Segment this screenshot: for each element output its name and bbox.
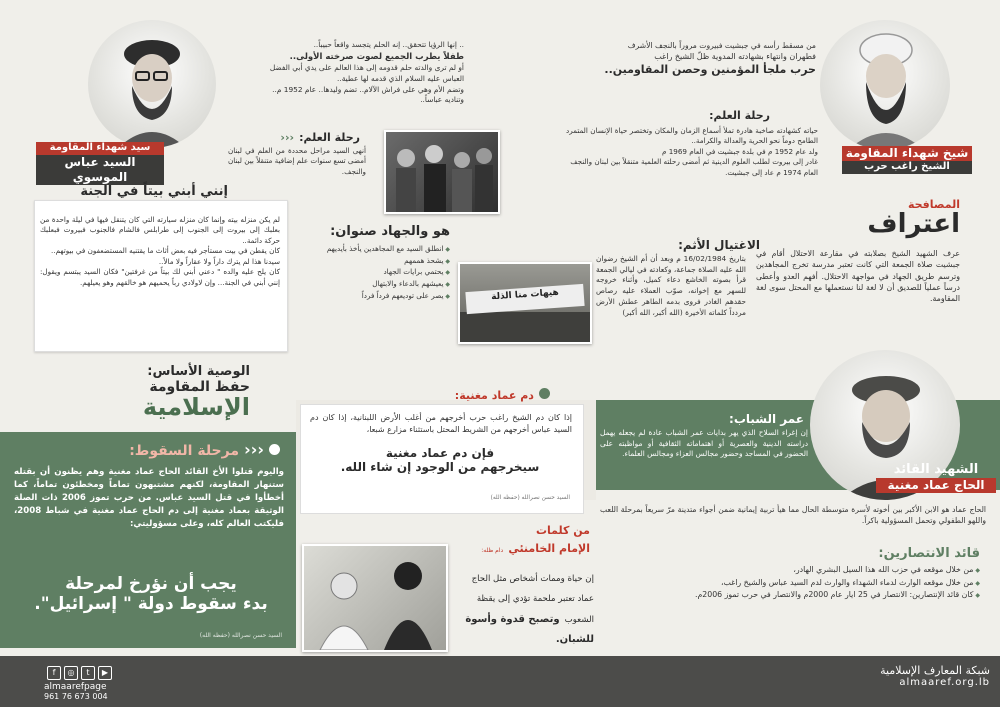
jihad-heading (300, 220, 450, 239)
quote-line: أو لم ترى والدته حلم قدومه إلى هذا العالم على يدي أبي الفضل (269, 63, 464, 73)
circle-bullet-icon (269, 444, 280, 455)
abbas-portrait (88, 20, 216, 148)
wasiya-heading (40, 364, 250, 419)
intro-line: من مسقط رأسه في جبشيت فبيروت مروراً بالنجف الأشرف (627, 41, 816, 50)
blood-quote-line1: فإن دم عماد مغنية (385, 446, 495, 460)
fall-slogan (14, 574, 288, 614)
abbas-quote (228, 40, 464, 106)
ragheb-learning-heading (640, 104, 770, 123)
ragheb-name-tag (836, 144, 978, 176)
paradise-para: كان يقطن في بيت مستأجر فيه بعض أثاث ما يقتنيه المستضعفون في بيوتهم.. (51, 246, 280, 256)
quote-line: وتناديه عباساً.. (420, 95, 464, 105)
jihad-item: ◆ يعيشهم بالدعاء والابتهال (290, 279, 450, 290)
protest-banner-text: هيهات منا الذلة (490, 287, 560, 303)
blood-text: إذا كان دم الشيخ راغب حرب أخرجهم من أغلب الأرض اللبنانية، إذا كان دم السيد عباس أخرجهم من الشريط المحتل باستثناء مزارع شبعا، (310, 413, 572, 434)
quote-line: العباس عليه السلام الذي قدمه لها عطية.. (337, 73, 464, 83)
fall-slogan-line2: بدء سقوط دولة " إسرائيل". (34, 594, 268, 614)
imad-bio: الحاج عماد هو الابن الأكبر بين أخوته لأسرة متوسطة الحال مما هيأ تربية إيمانية ضمن أجواء متدينة مرّ سريعاً بمرحلة اللعب واللهو الطفولي وتحمل المسؤولية باكراً. (600, 505, 986, 525)
assassination-title: الاغتيال الأثم: (678, 238, 760, 252)
victories-list (600, 564, 990, 602)
youth-title: عمر الشباب: (729, 412, 804, 426)
instagram-icon[interactable]: ◎ (64, 666, 78, 680)
victories-title: قائد الانتصارين: (878, 546, 980, 561)
confession-title: اعتراف (867, 209, 960, 239)
khamenei-photo-figures (304, 546, 446, 650)
imad-title: الشهيد القائد (893, 462, 979, 477)
wasiya-small: الوصية الأساس: (147, 364, 250, 379)
jihad-item: ◆ يشحذ هممهم (290, 256, 450, 267)
confession-heading (820, 198, 960, 237)
khamenei-text: إن حياة وممات أشخاص مثل الحاج عماد تعتبر ملحمة تؤدي إلى يقظة الشعوب (471, 574, 594, 625)
ragheb-portrait-sketch (820, 20, 950, 150)
ragheb-learning-line: ولد عام 1952 م في بلدة جبشيت في العام 1969 م (661, 146, 818, 156)
ragheb-learning-title: رحلة العلم: (709, 109, 770, 122)
jihad-title: هو والجهاد صنوان: (330, 224, 450, 239)
paradise-para: سيدنا هذا لم يترك داراً ولا عقاراً ولا مالاً.. (158, 256, 280, 266)
circle-bullet-icon (539, 388, 550, 399)
intro-line: فطهران وانتهاء بشهادته المدوية ظلّ الشيخ راغب (654, 52, 816, 61)
fall-source: السيد حسن نصرالله (حفظه الله) (199, 632, 282, 639)
jihad-item: ◆ يحتمي برايات الجهاد (290, 267, 450, 278)
footer-network (840, 664, 990, 688)
abbas-learning-heading (236, 126, 360, 145)
paradise-title: إنني أبني بيتاً في الجنة (80, 184, 228, 199)
chevrons-icon: ‹‹‹ (280, 131, 295, 144)
abbas-learning-text: أنهى السيد مراحل محددة من العلم في لبنان أمضى تسع سنوات علم إضافية متنقلاً بين لبنان والنجف. (228, 146, 366, 176)
wasiya-big2: الإسلامية (142, 393, 250, 421)
facebook-icon[interactable]: f (47, 666, 61, 680)
blood-source: السيد حسن نصرالله (حفظه الله) (490, 495, 570, 501)
khamenei-suffix: دام ظله: (481, 547, 504, 554)
victories-item: ◆ كان قائد الإنتصارين: الانتصار في 25 ايار عام 2000م والانتصار في حرب تموز 2006م. (600, 589, 980, 601)
assassination-text: بتاريخ 16/02/1984 م وبعد أن أم الشيخ رضوان الله عليه الصلاة جماعة، وكعادته في ليالي الجمعة قرأ بصوته الخاشع دعاء كميل، وأثناء خروجه للسهر مع إخوانه، صوّب العملاء عليه رصاص حقدهم الغادر فروى بدمه الطاهر عطش الأرض مردداً كلماته الأخيرة (الله أكبر، الله أكبر) (596, 254, 746, 317)
group-photo-figures (386, 132, 498, 212)
abbas-group-photo (384, 130, 500, 214)
fall-heading (60, 440, 280, 459)
confession-text: عرف الشهيد الشيخ بصلابته في مقارعة الاحتلال أقام في جبشيت صلاة الجمعة التي كانت تعتبر مدرسة تخرج المجاهدين وترسم طريق الجهاد في مواجهة الاحتلال. أفهم العدو وأعطى درساً عملياً للصديق أن لا لغة لنا نستعملها مع المحتل سوى لغة المقاومة. (756, 249, 960, 304)
blood-heading (330, 384, 550, 403)
chevrons-icon: ‹‹‹ (244, 440, 264, 459)
assassination-heading (600, 234, 760, 253)
victories-item: ◆ من خلال موقعه الوارث لدماء الشهداء والوارث لدم السيد عباس والشيخ راغب، (600, 577, 980, 589)
protest-banner-photo (458, 262, 592, 344)
khamenei-text-block (454, 566, 594, 647)
ragheb-name: الشيخ راغب حرب (842, 161, 972, 174)
paradise-para: لم يكن منزله بيته وإنما كان منزله سيارته التي كان يتنقل فيها في ليلة واحدة من بعلبك إلى بيروت إلى الجنوب إلى طرابلس فالشام فالجنوب فبيروت فبعلبك حركة دائمة.. (40, 215, 280, 245)
youth-text: إن إغراء السلاح الذي يهر بدايات عمر الشباب عادة لم يجعله يهمل دراسته الدينية والعصرية أو اهتماماته الثقافية أو مواظبته على الحضور في المساجد وحضور مجالس العزاء ومجالس العلماء. (600, 428, 808, 459)
green-panel-left (0, 432, 296, 648)
khamenei-title2: الإمام الخامنئي (508, 542, 590, 555)
social-handle[interactable]: almaarefpage (44, 682, 107, 692)
jihad-item: ◆ يصر على توديعهم فرداً فرداً (290, 291, 450, 302)
ragheb-learning-text (566, 126, 818, 178)
khamenei-heading (470, 524, 590, 556)
paradise-text (40, 215, 280, 288)
paradise-para: كان يلح عليه والده " دعني أبني لك بيتاً من غرفتين" فكان السيد يبتسم ويقول: إنني أبني في الجنة... وإن لاولادي رباً يحميهم هو خالقهم وهو يعيلهم. (40, 267, 280, 287)
victories-item: ◆ من خلال موقعه في حزب الله هذا السيل البشري الهادر، (600, 564, 980, 576)
imad-name-tag (870, 460, 1000, 495)
abbas-learning-title: رحلة العلم: (299, 131, 360, 144)
twitter-icon[interactable]: t (81, 666, 95, 680)
khamenei-bold: وتصبح قدوة وأسوة للشبان. (465, 613, 594, 645)
fall-title: مرحلة السقوط: (129, 443, 240, 459)
paradise-heading (48, 180, 228, 199)
phone-number: 961 76 673 004 (44, 692, 108, 701)
ragheb-learning-line: حياته كشهادته صاخبة هادرة تملأ أسماع الزمان والمكان وتختصر حياة الإنسان المتمرد الطامح دوماً نحو الحرية والعدالة والكرامة.. (566, 126, 818, 146)
abbas-title: سيد شهداء المقاومة (36, 142, 164, 155)
imad-name: الحاج عماد مغنية (876, 478, 996, 493)
fall-text: واليوم قتلوا الأخ القائد الحاج عماد مغنية وهم يظنون أن بقتله ستنهار المقاومة، لكنهم مشتبهون تماماً ومخطئون تماماً، كما أخطأوا في قتل السيد عباس. من حرب تموز 2006 ذات الصلة الوثيقة بعماد مغنية إلى دم الحاج عماد مغنية في شباط 2008، فليكتب العالم كله، وعلى مسؤوليتي: (14, 467, 284, 529)
ragheb-title: شيخ شهداء المقاومة (842, 146, 972, 161)
footer-social (44, 660, 154, 701)
ragheb-learning-line: العام 1974 م عاد إلى جبشيت. (725, 167, 818, 177)
ragheb-intro (560, 40, 816, 76)
network-url[interactable]: almaaref.org.lb (899, 677, 990, 688)
abbas-portrait-sketch (88, 20, 216, 148)
ragheb-portrait (820, 20, 950, 150)
abbas-name: السيد عباس الموسوي (36, 155, 164, 185)
quote-line: وتضم الأم وهي على فراش الآلام.. تضم وليدها.. عام 1952 م.. (272, 84, 464, 94)
intro-line-bold: حرب ملجأ المؤمنين وحصن المقاومين.. (604, 62, 816, 76)
network-name: شبكة المعارف الإسلامية (880, 664, 990, 677)
quote-line: .. إنها الرؤيا تتحقق.. إنه الحلم يتجسد واقعاً حبيباً.. (313, 40, 464, 49)
ragheb-learning-line: غادر إلى بيروت لطلب العلوم الدينية ثم أمضى رحلته العلمية متنقلاً بين لبنان والنجف (570, 157, 818, 167)
blood-title: دم عماد مغنية: (454, 389, 534, 402)
youth-heading (700, 408, 804, 427)
youtube-icon[interactable]: ▶ (98, 666, 112, 680)
khamenei-photo (302, 544, 448, 652)
blood-quote (306, 446, 574, 474)
confession-super: المصافحة (907, 198, 960, 211)
jihad-item: ◆ انطلق السيد مع المجاهدين يأخذ بأيديهم (290, 244, 450, 255)
khamenei-title1: من كلمات (536, 524, 590, 537)
fall-slogan-line1: يجب أن نؤرخ لمرحلة (65, 574, 237, 594)
victories-heading (820, 542, 980, 561)
blood-quote-line2: سيخرجهم من الوجود إن شاء الله. (340, 460, 540, 474)
wasiya-big1: حفظ المقاومة (149, 379, 250, 395)
jihad-list (290, 244, 460, 302)
social-icons (44, 660, 154, 680)
quote-line: طفلاً يطرب الجميع لصوت صرخته الأولى.. (289, 51, 464, 62)
